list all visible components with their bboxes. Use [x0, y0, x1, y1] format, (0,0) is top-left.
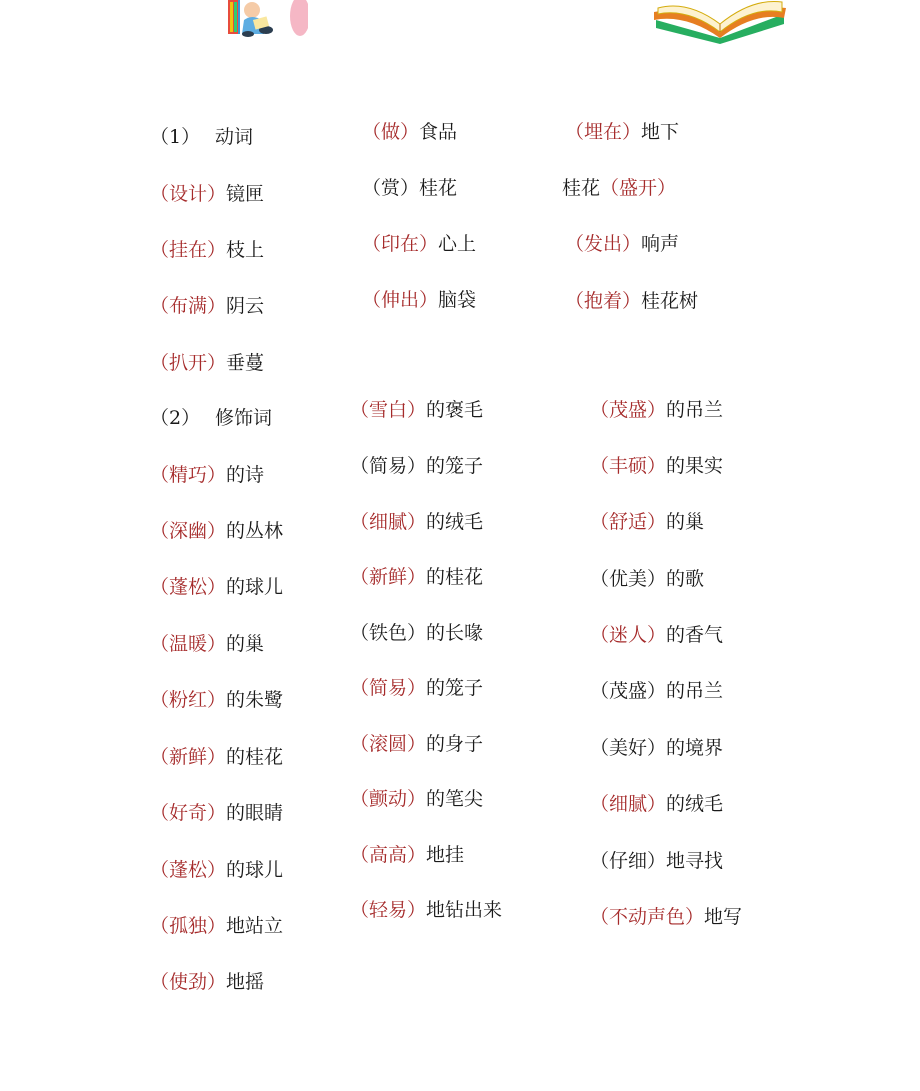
entry — [362, 287, 476, 313]
filled-word: （抱着） — [565, 290, 642, 312]
entry — [150, 913, 283, 939]
filled-word: （做） — [362, 121, 420, 143]
filled-word: （蓬松） — [150, 576, 227, 598]
entry — [150, 857, 283, 883]
filled-word: （温暖） — [150, 633, 227, 655]
filled-word: （舒适） — [590, 511, 667, 533]
filled-word: （扒开） — [150, 352, 227, 374]
given-word: （仔细）地寻找 — [590, 850, 724, 872]
filled-word: （颤动） — [350, 788, 427, 810]
entry — [350, 453, 483, 479]
section-2-title: 修饰词 — [215, 407, 273, 429]
filled-word: （不动声色） — [590, 906, 705, 928]
given-word: 地站立 — [226, 915, 284, 937]
given-word: 地写 — [704, 906, 743, 928]
entry — [350, 564, 483, 590]
entry — [590, 566, 704, 592]
entry — [150, 687, 283, 713]
given-word: 的绒毛 — [426, 511, 484, 533]
given-word: 的香气 — [666, 624, 724, 646]
entry — [590, 848, 723, 874]
entry — [350, 397, 483, 423]
given-word: 的眼睛 — [226, 802, 284, 824]
filled-word: （简易） — [350, 677, 427, 699]
filled-word: （蓬松） — [150, 859, 227, 881]
entry — [362, 119, 457, 145]
filled-word: （细腻） — [350, 511, 427, 533]
given-word: 的巢 — [666, 511, 705, 533]
filled-word: （盛开） — [600, 177, 677, 199]
given-word: （赏）桂花 — [362, 177, 458, 199]
entry — [590, 453, 723, 479]
filled-word: （深幽） — [150, 520, 227, 542]
entry — [150, 744, 283, 770]
open-book-icon — [650, 0, 790, 44]
given-word: 垂蔓 — [226, 352, 265, 374]
entry — [565, 231, 679, 257]
entry — [565, 119, 679, 145]
given-word: 的身子 — [426, 733, 484, 755]
given-word: 桂花 — [562, 177, 601, 199]
given-word: （美好）的境界 — [590, 737, 724, 759]
filled-word: （新鲜） — [350, 566, 427, 588]
given-word: 的褒毛 — [426, 399, 484, 421]
filled-word: （印在） — [362, 233, 439, 255]
entry — [150, 293, 264, 319]
entry — [150, 574, 283, 600]
given-word: （茂盛）的吊兰 — [590, 680, 724, 702]
filled-word: （新鲜） — [150, 746, 227, 768]
entry — [150, 800, 283, 826]
filled-word: （布满） — [150, 295, 227, 317]
filled-word: （埋在） — [565, 121, 642, 143]
entry — [565, 288, 698, 314]
entry — [150, 237, 264, 263]
given-word: 的果实 — [666, 455, 724, 477]
entry — [562, 175, 676, 201]
entry — [590, 397, 723, 423]
entry — [350, 509, 483, 535]
entry — [150, 518, 283, 544]
filled-word: （使劲） — [150, 971, 227, 993]
filled-word: （设计） — [150, 183, 227, 205]
entry — [150, 181, 264, 207]
entry — [350, 620, 483, 646]
entry — [350, 842, 464, 868]
filled-word: （粉红） — [150, 689, 227, 711]
given-word: 食品 — [419, 121, 458, 143]
section-1-label: （1） — [150, 126, 201, 148]
entry — [590, 904, 742, 930]
entry — [590, 509, 704, 535]
filled-word: （伸出） — [362, 289, 439, 311]
filled-word: （高高） — [350, 844, 427, 866]
filled-word: （迷人） — [590, 624, 667, 646]
entry — [150, 350, 264, 376]
filled-word: （好奇） — [150, 802, 227, 824]
section-2-label: （2） — [150, 407, 201, 429]
given-word: 镜匣 — [226, 183, 265, 205]
entry — [590, 622, 723, 648]
entry — [350, 731, 483, 757]
entry — [362, 175, 457, 201]
entry — [590, 678, 723, 704]
given-word: 的朱鹭 — [226, 689, 284, 711]
given-word: 的球儿 — [226, 859, 284, 881]
given-word: 地挂 — [426, 844, 465, 866]
given-word: 的笼子 — [426, 677, 484, 699]
given-word: （铁色）的长喙 — [350, 622, 484, 644]
given-word: 的诗 — [226, 464, 265, 486]
given-word: 枝上 — [226, 239, 265, 261]
entry — [150, 462, 264, 488]
given-word: 的巢 — [226, 633, 265, 655]
given-word: 地摇 — [226, 971, 265, 993]
section-1-title: 动词 — [215, 126, 254, 148]
filled-word: （发出） — [565, 233, 642, 255]
entry — [150, 969, 264, 995]
entry — [350, 675, 483, 701]
given-word: 桂花树 — [641, 290, 699, 312]
entry — [350, 897, 502, 923]
filled-word: （轻易） — [350, 899, 427, 921]
given-word: 心上 — [438, 233, 477, 255]
given-word: 的绒毛 — [666, 793, 724, 815]
given-word: 地钻出来 — [426, 899, 503, 921]
given-word: 的桂花 — [226, 746, 284, 768]
filled-word: （滚圆） — [350, 733, 427, 755]
given-word: 的笔尖 — [426, 788, 484, 810]
child-reading-icon — [226, 0, 308, 38]
filled-word: （精巧） — [150, 464, 227, 486]
given-word: 地下 — [641, 121, 680, 143]
entry — [350, 786, 483, 812]
filled-word: （挂在） — [150, 239, 227, 261]
filled-word: （茂盛） — [590, 399, 667, 421]
given-word: 响声 — [641, 233, 680, 255]
entry — [590, 791, 723, 817]
filled-word: （雪白） — [350, 399, 427, 421]
given-word: 的桂花 — [426, 566, 484, 588]
entry — [150, 631, 264, 657]
given-word: 阴云 — [226, 295, 265, 317]
filled-word: （细腻） — [590, 793, 667, 815]
given-word: （简易）的笼子 — [350, 455, 484, 477]
entry — [362, 231, 476, 257]
given-word: 脑袋 — [438, 289, 477, 311]
given-word: 的丛林 — [226, 520, 284, 542]
given-word: （优美）的歌 — [590, 568, 705, 590]
entry — [590, 735, 723, 761]
filled-word: （孤独） — [150, 915, 227, 937]
filled-word: （丰硕） — [590, 455, 667, 477]
given-word: 的球儿 — [226, 576, 284, 598]
given-word: 的吊兰 — [666, 399, 724, 421]
